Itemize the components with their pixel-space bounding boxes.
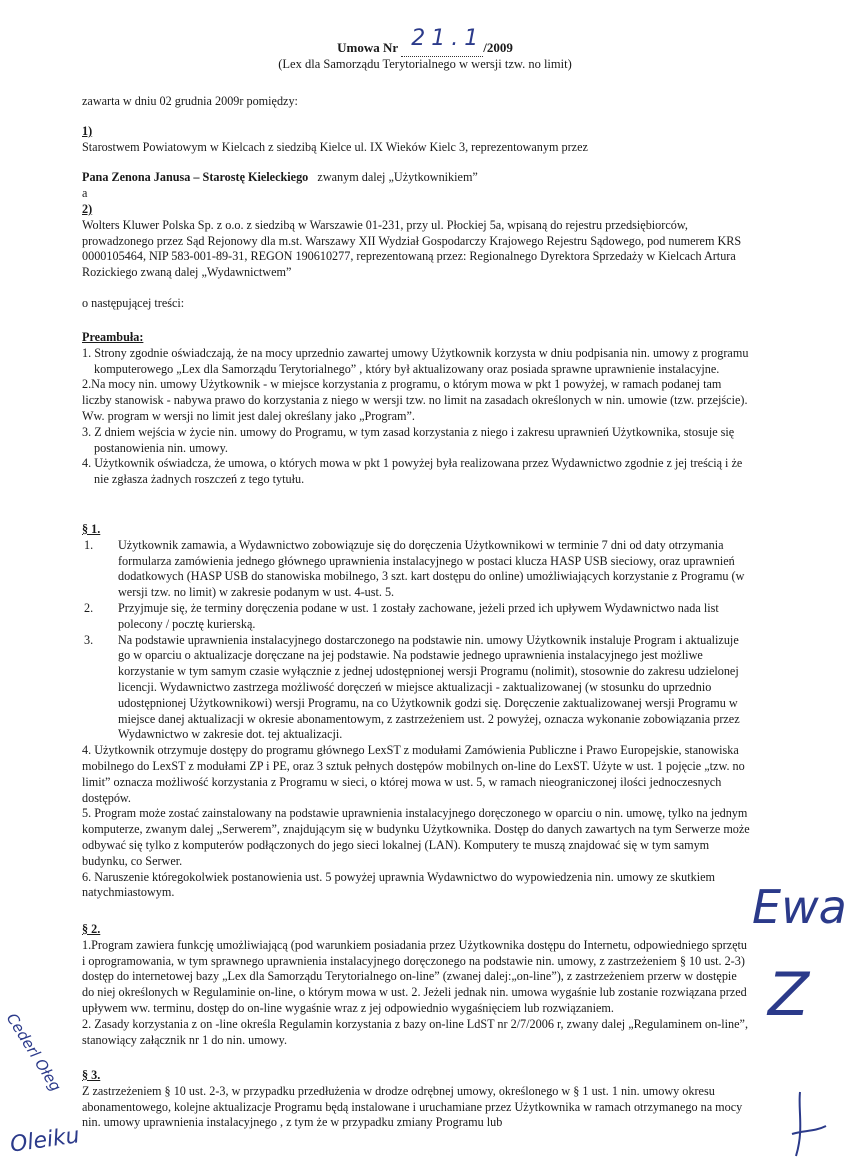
handwritten-initials: Ewa (752, 880, 847, 934)
section-1 (82, 522, 750, 901)
handwritten-signature: Oleiku (8, 1123, 82, 1158)
section-2-item: 2. Zasady korzystania z on -line określa Regulamin korzystania z bazy on-line LdST nr 2/7/2006 r, zwany dalej „Regulaminem on-line”, stanowiący załącznik nr 1 do nin. umowy. (82, 1016, 749, 1047)
section-1-item: 3. Na podstawie uprawnienia instalacyjnego dostarczonego na podstawie nin. umowy Użytkownik instaluje Program i aktualizuje go w oparciu o aktualizacje doręczane na jej podstawie. Na podstawie jednego uprawnienia instalacyjnego jest możliwe korzystanie w tym samym czasie wyłącznie z jednej udostępnionej wersji Programu (nolimit), stosownie do zakresu udzielonej licencji. Wydawnictwo zastrzega możliwość doręczeń w miejsce aktualizacji - zaktualizowanej (w stosunku do uprzednio udostępnionej Użytkownikowi) wersji Programu, na co Użytkownik godzi się. Doręczenie zaktualizowanej wersji Programu w miejsce danej aktualizacji w okresie abonamentowym, z zastrzeżeniem ust. 2 powyżej, oznacza wykonanie zobowiązania przez Wydawnictwo w zakresie dot. tej aktualizacji. (84, 632, 740, 742)
handwritten-signature: Cederl Ołeg (2, 1010, 65, 1095)
handwritten-initials: Z (768, 960, 810, 1030)
party-2-marker: 2) (82, 202, 93, 216)
section-3-text: Z zastrzeżeniem § 10 ust. 2-3, w przypadku przedłużenia w drodze odrębnej umowy, określonego w § 1 ust. 1 nin. umowy okresu abonamentowego, kolejne aktualizacje Programu będą instalowane i uruchamiane przez Użytkownika w ramach otrzymanego na mocy nin. umowy uprawnienia instalacyjnego , z tym że w przypadku zmiany Programu lub (82, 1083, 743, 1130)
contract-number-field (401, 26, 485, 57)
party-1 (82, 124, 750, 156)
contract-subtitle: (Lex dla Samorządu Terytorialnego w wersji tzw. no limit) (278, 57, 572, 71)
section-3-heading: § 3. (82, 1068, 101, 1082)
preamble-heading: Preambuła: (82, 330, 144, 344)
party-1-text: Starostwem Powiatowym w Kielcach z siedzibą Kielce ul. IX Wieków Kielc 3, reprezentowanym przez (82, 139, 588, 154)
contract-title: Umowa Nr 21.1 /2009 (337, 26, 513, 55)
representative-role: zwanym dalej „Użytkownikiem” (317, 170, 478, 184)
preamble-section (82, 330, 750, 488)
section-2-item: 1.Program zawiera funkcję umożliwiającą (pod warunkiem posiadania przez Użytkownika dostępu do Internetu, odpowiedniego sprzętu i oprogramowania, w tym sprawnego uprawnienia instalacyjnego doręczonego na podstawie nin. umowy, z zastrzeżeniem § 10 ust. 2-3) dostęp do internetowej bazy „Lex dla Samorządu Terytorialnego on-line” (zwanej dalej:„on-line”), z zastrzeżeniem przerw w dostępie do niej określonych w Regulaminie on-line, o którym mowa w ust. 2. Jeżeli jednak nin. umowa wygaśnie lub zostanie rozwiązana przed upływem ww. terminu, dostęp do on-line wygaśnie wraz z jej odpowiednio wygaśnięciem lub rozwiązaniem. (82, 937, 748, 1015)
party-1-representative (82, 170, 750, 202)
section-1-item: 6. Naruszenie któregokolwiek postanowienia ust. 5 powyżej uprawnia Wydawnictwo do wypowiedzenia nin. umowy ze skutkiem natychmiastowym. (82, 869, 715, 900)
section-3 (82, 1068, 750, 1131)
conjunction-a: a (82, 185, 88, 200)
section-1-item: 5. Program może zostać zainstalowany na podstawie uprawnienia instalacyjnego doręczonego w oparciu o nin. umowę, tylko na jednym komputerze, zwanym dalej „Serwerem”, znajdującym się w budynku Użytkownika. Dostęp do danych zawartych na tym Serwerze może odbywać się tylko z komputerów podłączonych do jego sieci lokalnej (LAN). Komputery te muszą znajdować się w tym samym budynku, co Serwer. (82, 806, 750, 868)
intro-line: zawarta w dniu 02 grudnia 2009r pomiędzy: (82, 94, 298, 108)
preamble-item: 4. Użytkownik oświadcza, że umowa, o których mowa w pkt 1 powyżej była realizowana przez Wydawnictwo zgodnie z jej treścią i że nie zgłasza żadnych roszczeń z tego tytułu. (82, 456, 743, 487)
preamble-item: 2.Na mocy nin. umowy Użytkownik - w miejsce korzystania z programu, o którym mowa w pkt 1 powyżej, w ramach podanej tam liczby stanowisk - nabywa prawo do korzystania z niego w wersji tzw. no limit na zasadach określonych w nin. umowie (tzw. przejście). Ww. program w wersji no limit jest dalej określany jako „Program”. (82, 377, 748, 423)
representative-name: Pana Zenona Janusa – Starostę Kieleckiego (82, 170, 309, 184)
signature-stroke (770, 1090, 830, 1160)
following-line: o następującej treści: (82, 296, 185, 310)
section-1-item: 1. Użytkownik zamawia, a Wydawnictwo zobowiązuje się do doręczenia Użytkownikowi w terminie 7 dni od daty otrzymania formularza zamówienia jednego głównego uprawnienia instalacyjnego w postaci klucza HASP USB sieciowy, oraz uprawnień dodatkowych (HASP USB do stanowiska mobilnego, 3 szt. kart dostępu do online) umożliwiających korzystanie z Programu (w wersji tzw. no limit) w zakresie podanym w ust. 4-ust. 5. (84, 537, 745, 600)
section-2 (82, 922, 750, 1048)
party-2 (82, 202, 750, 281)
handwritten-number: 21.1 (411, 26, 485, 51)
section-1-item: 4. Użytkownik otrzymuje dostępy do programu głównego LexST z modułami Zamówienia Publiczne i Prawo Europejskie, stanowiska mobilnego do LexST z modułami ZP i PE, oraz 3 sztuk pełnych dostępów mobilnych on-line do LexST. Użyte w ust. 1 pojęcie „tzw. no limit” oznacza możliwość korzystania z Programu w sieci, o której mowa w ust. 5, w ramach nieograniczonej ilości jednoczesnych dostępów. (82, 743, 745, 805)
section-2-heading: § 2. (82, 922, 101, 936)
section-1-item: 2. Przyjmuje się, że terminy doręczenia podane w ust. 1 zostały zachowane, jeżeli przed ich upływem Wydawnictwo nada list polecony / pocztę kurierską. (84, 600, 719, 631)
party-1-marker: 1) (82, 124, 93, 138)
preamble-item: 3. Z dniem wejścia w życie nin. umowy do Programu, w tym zasad korzystania z niego i zakresu uprawnień Użytkownika, stosuje się postanowienia nin. umowy. (82, 424, 735, 455)
party-2-text: Wolters Kluwer Polska Sp. z o.o. z siedzibą w Warszawie 01-231, przy ul. Płockiej 5a, wpisaną do rejestru przedsiębiorców, prowadzonego przez Sąd Rejonowy dla m.st. Warszawy XII Wydział Gospodarczy Krajowego Rejestru Sądowego, pod numerem KRS 0000105464, NIP 583-001-89-31, REGON 190610277, reprezentowaną przez: Regionalnego Dyrektora Sprzedaży w Kielcach Artura Rozickiego zwaną dalej „Wydawnictwem” (82, 217, 742, 280)
section-1-heading: § 1. (82, 522, 101, 536)
preamble-item: 1. Strony zgodnie oświadczają, że na mocy uprzednio zawartej umowy Użytkownik korzysta w dniu podpisania nin. umowy z programu komputerowego „Lex dla Samorządu Terytorialnego” , który był aktualizowany oraz posiada sprawne uprawnienie instalacyjne. (82, 345, 749, 376)
